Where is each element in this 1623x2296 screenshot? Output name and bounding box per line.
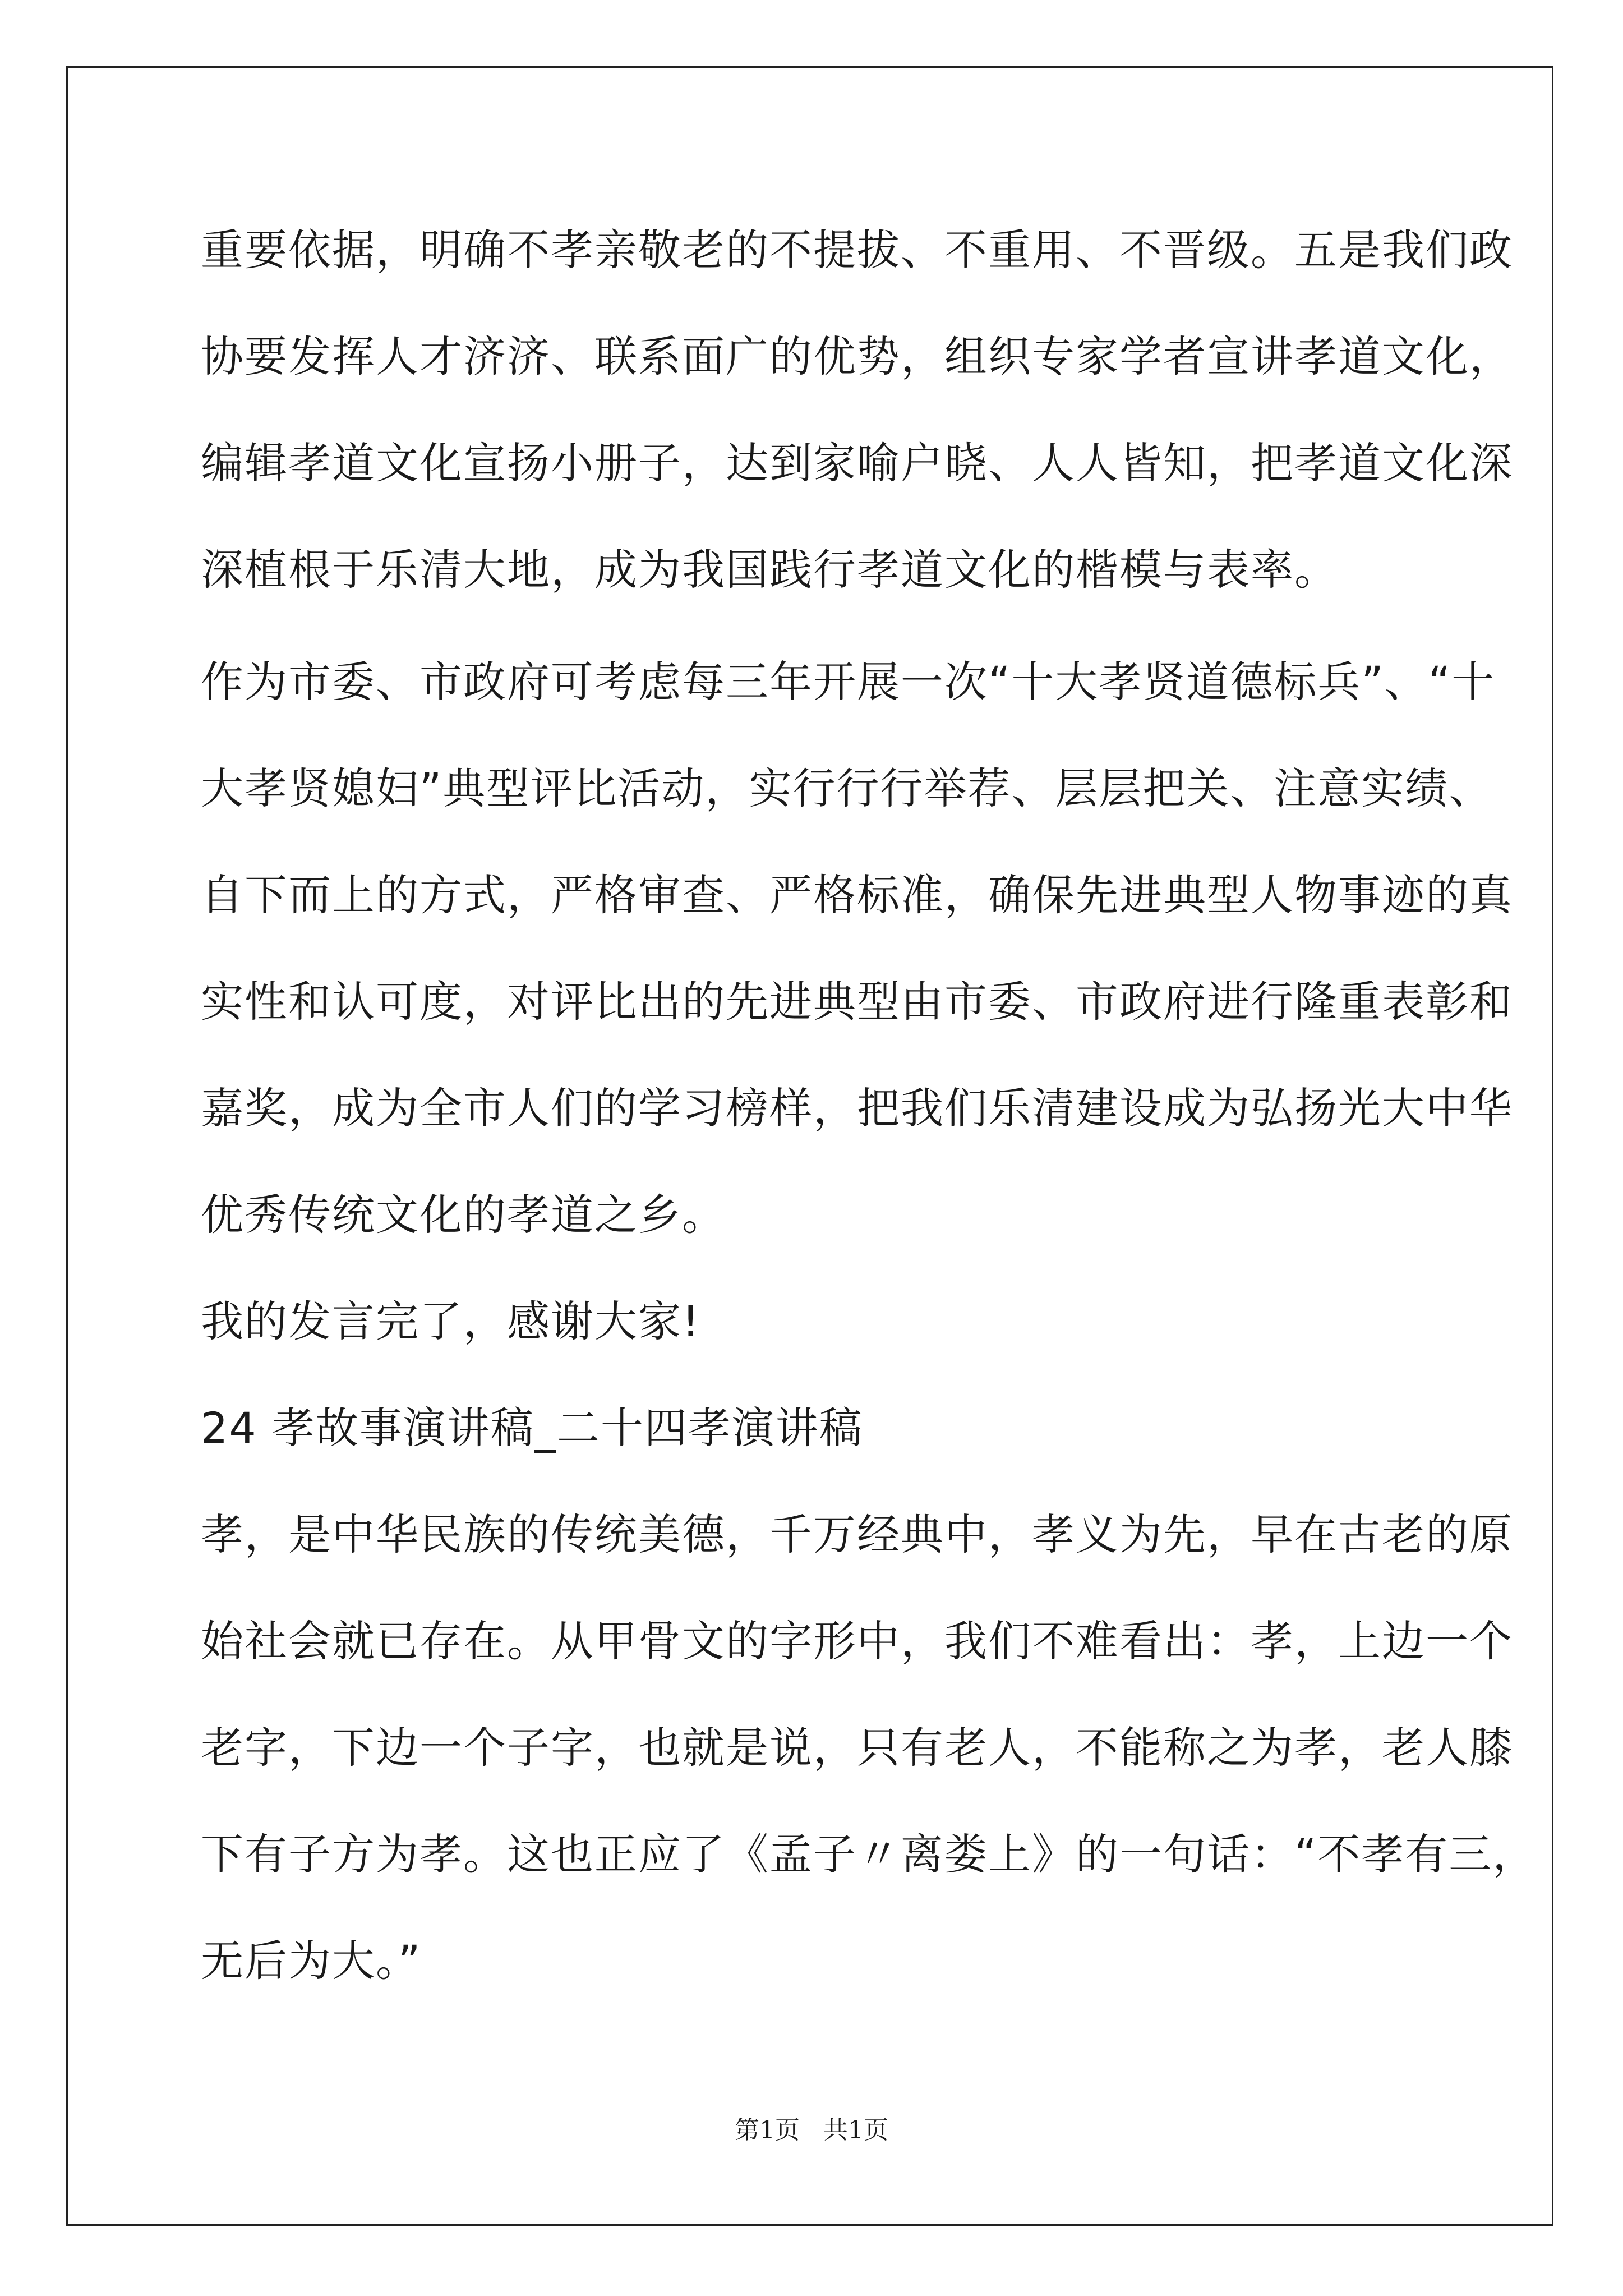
body-text-line: 无后为大。”: [201, 1936, 422, 1986]
body-text-line: 自下而上的方式，严格审查、严格标准，确保先进典型人物事迹的真: [201, 870, 1513, 920]
section-heading: 24 孝故事演讲稿_二十四孝演讲稿: [201, 1403, 863, 1453]
body-text-line: 老字，下边一个子字，也就是说，只有老人，不能称之为孝，老人膝: [201, 1723, 1513, 1773]
body-text-line: 编辑孝道文化宣扬小册子，达到家喻户晓、人人皆知，把孝道文化深: [201, 438, 1513, 488]
page-footer: 第1页 共1页: [735, 2116, 888, 2145]
body-text-line: 协要发挥人才济济、联系面广的优势，组织专家学者宣讲孝道文化，: [201, 332, 1513, 381]
page-border: [66, 66, 1553, 2226]
body-text-line: 嘉奖，成为全市人们的学习榜样，把我们乐清建设成为弘扬光大中华: [201, 1083, 1513, 1133]
body-text-line: 下有子方为孝。这也正应了《孟子〃离娄上》的一句话：“不孝有三，: [201, 1829, 1537, 1879]
body-text-line: 优秀传统文化的孝道之乡。: [201, 1190, 726, 1240]
closing-line: 我的发言完了，感谢大家!: [201, 1296, 700, 1346]
body-text-line: 实性和认可度，对评比出的先进典型由市委、市政府进行隆重表彰和: [201, 977, 1513, 1027]
body-text-line: 大孝贤媳妇”典型评比活动，实行行行举荐、层层把关、注意实绩、: [201, 763, 1493, 813]
body-text-line: 深植根于乐清大地，成为我国践行孝道文化的楷模与表率。: [201, 545, 1338, 595]
body-text-line: 作为市委、市政府可考虑每三年开展一次“十大孝贤道德标兵”、“十: [201, 657, 1496, 707]
body-text-line: 始社会就已存在。从甲骨文的字形中，我们不难看出：孝，上边一个: [201, 1616, 1513, 1666]
body-text-line: 重要依据，明确不孝亲敬老的不提拔、不重用、不晋级。五是我们政: [201, 225, 1513, 275]
body-text-line: 孝，是中华民族的传统美德，千万经典中，孝义为先，早在古老的原: [201, 1510, 1513, 1559]
